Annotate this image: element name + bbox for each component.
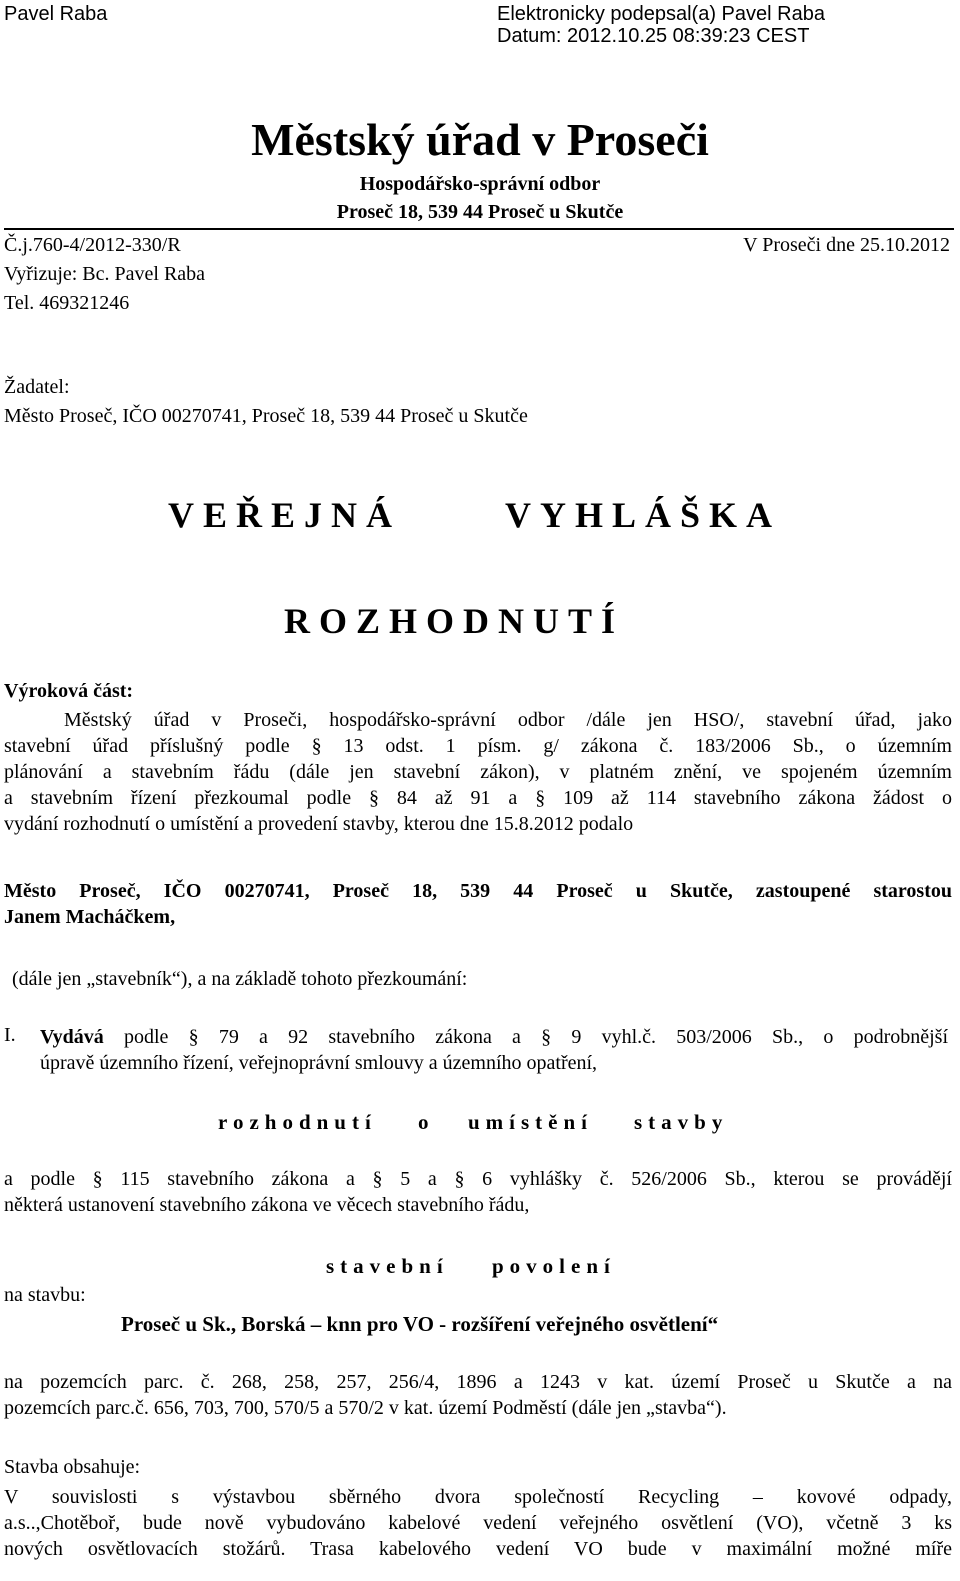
applicant-value: Město Proseč, IČO 00270741, Proseč 18, 539 44 Proseč u Skutče — [4, 405, 528, 427]
place-date: V Proseči dne 25.10.2012 — [743, 234, 950, 256]
applicant-label: Žadatel: — [4, 376, 70, 398]
verdict-line: plánování a stavebním řádu (dále jen stavební zákon), v platném znění, ve spojeném územním — [4, 761, 952, 783]
decision-word-4: stavby — [634, 1110, 729, 1134]
para-115-line: a podle § 115 stavebního zákona a § 5 a § 6 vyhlášky č. 526/2006 Sb., kterou se provádějí — [4, 1168, 952, 1190]
construction-label: na stavbu: — [4, 1284, 86, 1306]
para-115 — [4, 1166, 952, 1218]
handled-by: Vyřizuje: Bc. Pavel Raba — [4, 263, 206, 285]
contents-line: nových osvětlovacích stožárů. Trasa kabelového vedení VO bude v maximální možné míře — [4, 1538, 952, 1560]
decision-word-2: o — [418, 1110, 435, 1134]
section-number: I. — [4, 1024, 16, 1046]
verdict-label: Výroková část: — [4, 680, 134, 702]
applicant-bold-paragraph — [4, 878, 952, 930]
section-i-bold-word: Vydává — [40, 1026, 104, 1048]
signature-name: Pavel Raba — [4, 3, 108, 25]
permit-word-1: stavební — [326, 1254, 449, 1278]
public-notice-heading-right: VYHLÁŠKA — [505, 495, 782, 535]
parcels-line: na pozemcích parc. č. 268, 258, 257, 256/4, 1896 a 1243 v kat. území Proseč u Skutče a na — [4, 1371, 952, 1393]
signature-signed-line: Elektronicky podepsal(a) Pavel Raba — [497, 3, 825, 25]
decision-heading: ROZHODNUTÍ — [284, 601, 625, 641]
phone: Tel. 469321246 — [4, 292, 130, 314]
office-title: Městský úřad v Proseči — [251, 114, 709, 165]
contents-paragraph — [4, 1484, 952, 1562]
section-i-line-1 — [40, 1024, 948, 1050]
construction-name: Proseč u Sk., Borská – knn pro VO - rozšíření veřejného osvětlení“ — [121, 1312, 719, 1336]
verdict-paragraph — [4, 707, 952, 837]
contents-line: V souvislosti s výstavbou sběrného dvora společností Recycling – kovové odpady, — [4, 1486, 952, 1508]
verdict-line: stavební úřad příslušný podle § 13 odst. 1 písm. g/ zákona č. 183/2006 Sb., o územním — [4, 735, 952, 757]
parcels-paragraph — [4, 1369, 952, 1421]
signature-date: Datum: 2012.10.25 08:39:23 CEST — [497, 25, 810, 47]
parcels-line: pozemcích parc.č. 656, 703, 700, 570/5 a 570/2 v kat. území Podměstí (dále jen „stavba“). — [4, 1397, 727, 1419]
header-divider — [4, 228, 954, 230]
office-department: Hospodářsko-správní odbor — [359, 173, 601, 195]
section-i-line-1-rest: podle § 79 a 92 stavebního zákona a § 9 vyhl.č. 503/2006 Sb., o podrobnější — [123, 1026, 949, 1048]
permit-word-2: povolení — [492, 1254, 616, 1278]
verdict-line: vydání rozhodnutí o umístění a provedení stavby, kterou dne 15.8.2012 podalo — [4, 813, 634, 835]
decision-word-3: umístění — [468, 1110, 594, 1134]
contents-line: a.s..,Chotěboř, bude nově vybudováno kabelové vedení veřejného osvětlení (VO), včetně 3 ks — [4, 1512, 952, 1534]
section-i-line-2: úpravě územního řízení, veřejnoprávní smlouvy a územního opatření, — [40, 1052, 598, 1074]
reference-number: Č.j.760-4/2012-330/R — [4, 234, 181, 256]
para-115-line: některá ustanovení stavebního zákona ve věcech stavebního řádu, — [4, 1194, 530, 1216]
decision-word-1: rozhodnutí — [218, 1110, 377, 1134]
contents-label: Stavba obsahuje: — [4, 1456, 141, 1478]
verdict-line: a stavebním řízení přezkoumal podle § 84 až 91 a § 109 až 114 stavebního zákona žádost o — [4, 787, 952, 809]
public-notice-heading-left: VEŘEJNÁ — [168, 495, 402, 535]
verdict-line: Městský úřad v Proseči, hospodářsko-správní odbor /dále jen HSO/, stavební úřad, jako — [64, 709, 952, 731]
builder-line: (dále jen „stavebník“), a na základě tohoto přezkoumání: — [12, 968, 468, 990]
office-address: Proseč 18, 539 44 Proseč u Skutče — [336, 201, 624, 223]
applicant-bold-line: Město Proseč, IČO 00270741, Proseč 18, 539 44 Proseč u Skutče, zastoupené starostou — [4, 880, 952, 902]
section-i-paragraph — [40, 1024, 948, 1076]
applicant-bold-line: Janem Macháčkem, — [4, 906, 176, 928]
